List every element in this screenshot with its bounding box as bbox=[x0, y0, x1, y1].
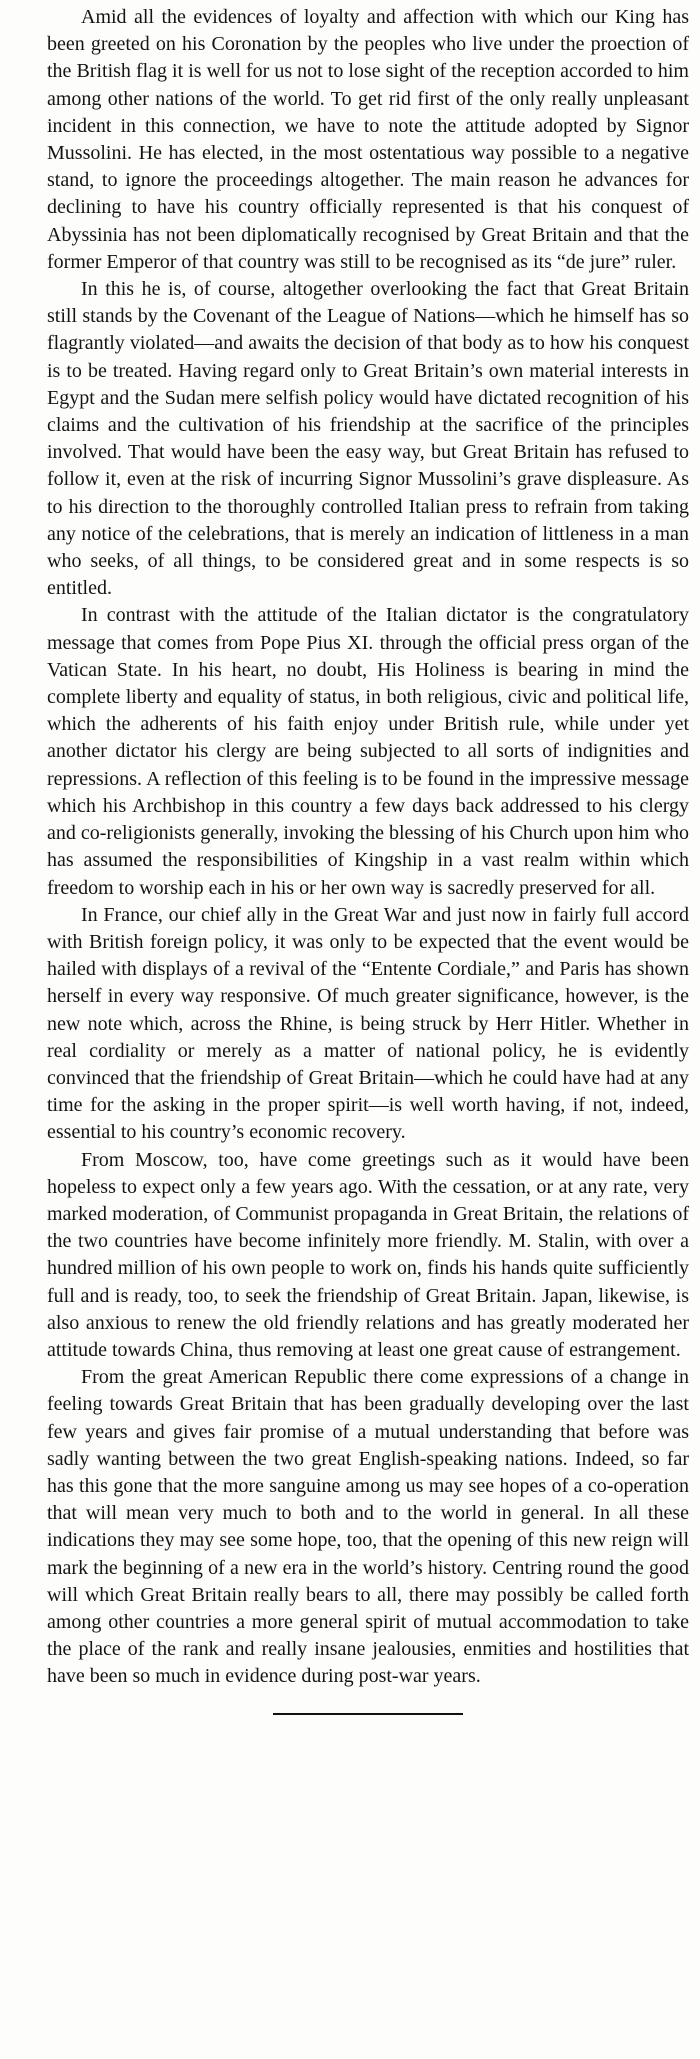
paragraph-league-of-nations: In this he is, of course, altogether overlooking the fact that Great Britain still stands by the Covenant of the League of Nations—which he himself has so flagrantly violated—and awaits the decision of that body as to how his conquest is to be treated. Having regard only to Great Britain’s own material interests in Egypt and the Sudan mere selfish policy would have dictated recognition of his claims and the cultivation of his friendship at the sacrifice of the principles involved. That would have been the easy way, but Great Britain has refused to follow it, even at the risk of incurring Signor Mussolini’s grave displeasure. As to his direction to the thoroughly controlled Italian press to refrain from taking any notice of the celebrations, that is merely an indication of littleness in a man who seeks, of all things, to be considered great and in some respects is so entitled. bbox=[47, 278, 689, 600]
paragraph-pope-pius: In contrast with the attitude of the Italian dictator is the congratulatory message that comes from Pope Pius XI. through the official press organ of the Vatican State. In his heart, no doubt, His Holiness is bearing in mind the complete liberty and equality of status, in both religious, civic and political life, which the adherents of his faith enjoy under British rule, while under yet another dictator his clergy are being subjected to all sorts of indignities and repressions. A reflection of this feeling is to be found in the impressive message which his Archbishop in this country a few days back addressed to his clergy and co-religionists generally, invoking the blessing of his Church upon him who has assumed the responsibilities of Kingship in a vast realm within which freedom to worship each in his or her own way is sacredly preserved for all. bbox=[47, 604, 689, 899]
article-column bbox=[47, 4, 689, 1715]
paragraph-moscow-japan: From Moscow, too, have come greetings such as it would have been hopeless to expect only a few years ago. With the cessation, or at any rate, very marked moderation, of Communist propaganda in Great Britain, the relations of the two countries have become infinitely more friendly. M. Stalin, with over a hundred million of his own people to work on, finds his hands quite sufficiently full and is ready, too, to seek the friendship of Great Britain. Japan, likewise, is also anxious to renew the old friendly relations and has greatly moderated her attitude towards China, thus removing at least one great cause of estrangement. bbox=[47, 1148, 689, 1361]
paragraph-america: From the great American Republic there come expressions of a change in feeling towards Great Britain that has been gradually developing over the last few years and gives fair promise of a mutual understanding that before was sadly wanting between the two great English-speaking nations. Indeed, so far has this gone that the more sanguine among us may see hopes of a co-operation that will mean very much to both and to the world in general. In all these indications they may see some hope, too, that the opening of this new reign will mark the beginning of a new era in the world’s history. Centring round the good will which Great Britain really bears to all, there may possibly be called forth among other countries a more general spirit of mutual accommodation to take the place of the rank and really insane jealousies, enmities and hostilities that have been so much in evidence during post-war years. bbox=[47, 1366, 689, 1688]
paragraph-mussolini: Amid all the evidences of loyalty and affection with which our King has been greeted on his Coronation by the peoples who live under the proection of the British flag it is well for us not to lose sight of the reception accorded to him among other nations of the world. To get rid first of the only really unpleasant incident in this connection, we have to note the attitude adopted by Signor Mussolini. He has elected, in the most ostentatious way possible to a negative stand, to ignore the proceedings altogether. The main reason he advances for declining to have his country officially represented is that his conquest of Abyssinia has not been diplomatically recognised by Great Britain and that the former Emperor of that country was still to be recognised as its “de jure” ruler. bbox=[47, 6, 689, 273]
closing-rule-divider bbox=[273, 1713, 463, 1715]
paragraph-france-germany: In France, our chief ally in the Great War and just now in fairly full accord with British foreign policy, it was only to be expected that the event would be hailed with displays of a revival of the “Entente Cordiale,” and Paris has shown herself in every way responsive. Of much greater significance, however, is the new note which, across the Rhine, is being struck by Herr Hitler. Whether in real cordiality or merely as a matter of national policy, he is evidently convinced that the friendship of Great Britain—which he could have had at any time for the asking in the proper spirit—is well worth having, if not, indeed, essential to his country’s economic recovery. bbox=[47, 903, 689, 1144]
